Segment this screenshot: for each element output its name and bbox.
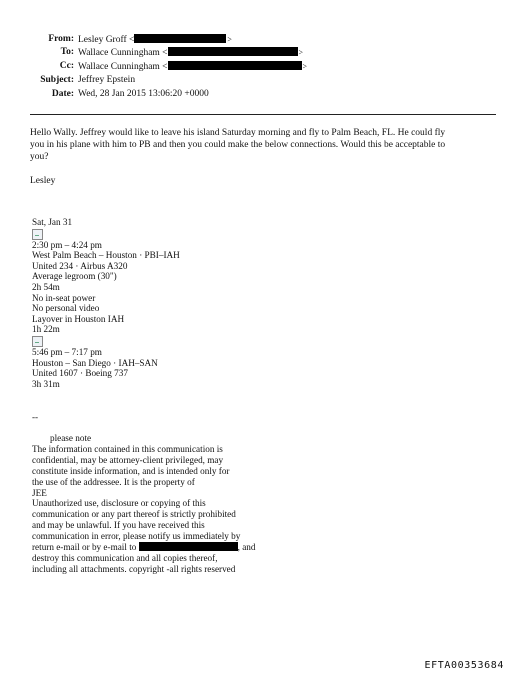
from-label: From: bbox=[48, 34, 74, 44]
leg1-power: No in-seat power bbox=[32, 292, 96, 303]
notice-line: the use of the addressee. It is the property of bbox=[32, 476, 195, 487]
broken-image-icon bbox=[32, 336, 43, 347]
notice-line: confidential, may be attorney-client privileged, may bbox=[32, 454, 224, 465]
notice-line: destroy this communication and all copies thereof, bbox=[32, 552, 218, 563]
leg2-time: 5:46 pm – 7:17 pm bbox=[32, 346, 102, 357]
to-value: Wallace Cunningham < bbox=[78, 48, 168, 58]
notice-line: JEE bbox=[32, 487, 47, 498]
date-value: Wed, 28 Jan 2015 13:06:20 +0000 bbox=[78, 89, 209, 99]
date-label: Date: bbox=[51, 89, 74, 99]
notice-line: constitute inside information, and is intended only for bbox=[32, 465, 230, 476]
itinerary bbox=[32, 217, 180, 389]
redaction-box bbox=[168, 47, 298, 56]
confidentiality-notice bbox=[32, 433, 256, 575]
cc-value: Wallace Cunningham < bbox=[78, 62, 168, 72]
itinerary-date: Sat, Jan 31 bbox=[32, 217, 73, 227]
leg1-duration: 2h 54m bbox=[32, 281, 60, 292]
header-divider bbox=[30, 114, 496, 115]
body-line: you? bbox=[30, 152, 49, 162]
notice-line: communication in error, please notify us immediately by bbox=[32, 531, 241, 542]
notice-line: communication or any part thereof is strictly prohibited bbox=[32, 509, 236, 520]
leg1-route: West Palm Beach – Houston · PBI–IAH bbox=[32, 250, 180, 261]
leg1-time: 2:30 pm – 4:24 pm bbox=[32, 239, 102, 250]
notice-line: The information contained in this communication is bbox=[32, 443, 223, 454]
to-label: To: bbox=[60, 47, 74, 57]
notice-line: Unauthorized use, disclosure or copying of this bbox=[32, 498, 206, 509]
leg2-duration: 3h 31m bbox=[32, 378, 60, 389]
signature: Lesley bbox=[30, 176, 56, 186]
leg2-flight: United 1607 · Boeing 737 bbox=[32, 368, 128, 379]
layover-duration: 1h 22m bbox=[32, 324, 60, 335]
subject-value: Jeffrey Epstein bbox=[78, 75, 136, 85]
redaction-box bbox=[134, 34, 226, 43]
notice-line: including all attachments. copyright -all rights reserved bbox=[32, 563, 236, 574]
broken-image-icon bbox=[32, 229, 43, 240]
signature-dashes: -- bbox=[32, 412, 39, 422]
from-value: Lesley Groff < bbox=[78, 35, 135, 45]
redaction-box bbox=[139, 542, 238, 551]
leg1-video: No personal video bbox=[32, 303, 100, 314]
notice-line: return e-mail or by e-mail to , and bbox=[32, 542, 256, 553]
notice-line: and may be unlawful. If you have received this bbox=[32, 520, 205, 531]
layover: Layover in Houston IAH bbox=[32, 313, 125, 324]
redaction-box bbox=[168, 61, 302, 70]
subject-label: Subject: bbox=[40, 75, 74, 85]
cc-label: Cc: bbox=[59, 61, 74, 71]
body-line: you in his plane with him to PB and then you could make the below connections. Would this be acceptable to bbox=[30, 140, 446, 150]
document-id: EFTA00353684 bbox=[424, 660, 504, 671]
leg2-route: Houston – San Diego · IAH–SAN bbox=[32, 357, 158, 368]
leg1-legroom: Average legroom (30") bbox=[32, 271, 117, 282]
leg1-flight: United 234 · Airbus A320 bbox=[32, 260, 128, 271]
notice-heading: please note bbox=[50, 433, 92, 443]
body-line: Hello Wally. Jeffrey would like to leave his island Saturday morning and fly to Palm Beach, FL. He could fly bbox=[30, 128, 446, 138]
